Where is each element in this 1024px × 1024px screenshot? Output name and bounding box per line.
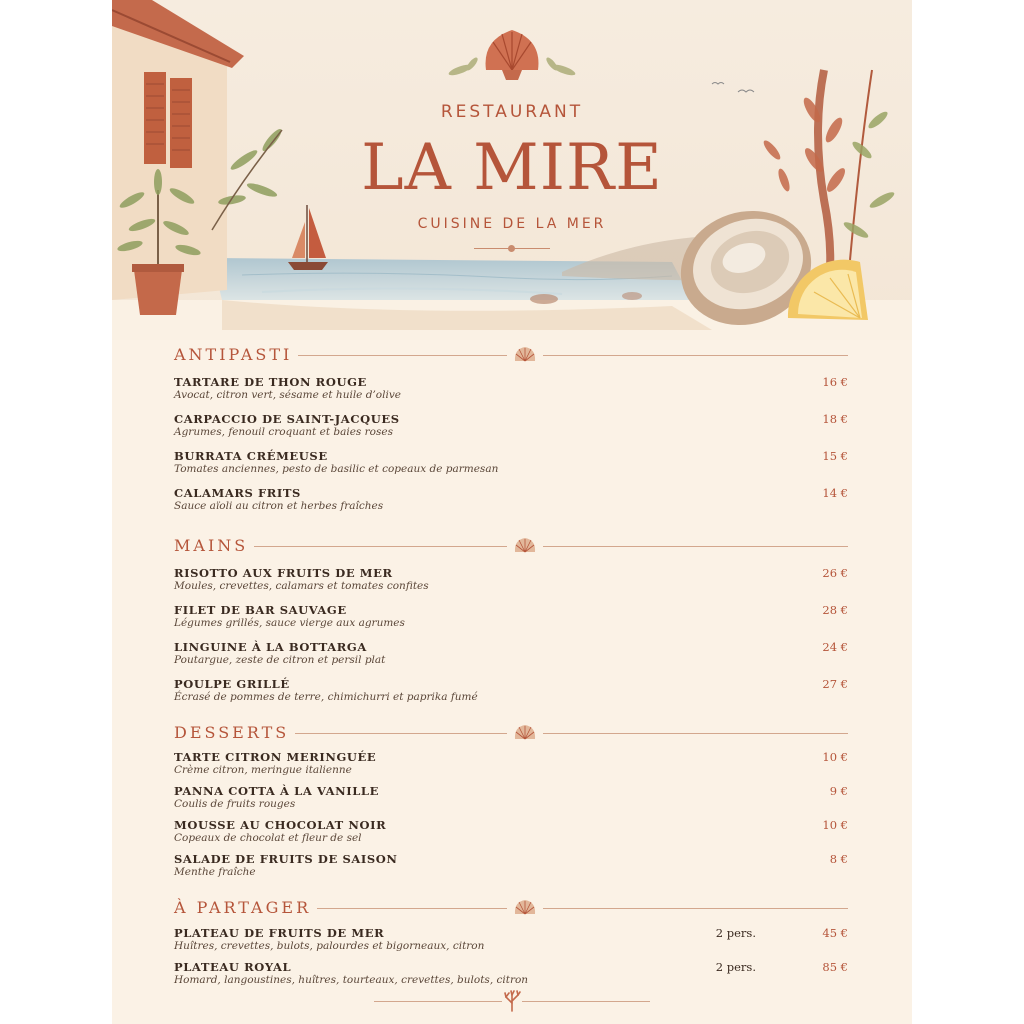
item-name: TARTARE DE THON ROUGE [174,375,367,389]
item-price: 85 € [822,960,848,974]
item-name: FILET DE BAR SAUVAGE [174,603,347,617]
menu-item [174,486,848,513]
item-description: Légumes grillés, sauce vierge aux agrumes [174,617,405,629]
menu-item [174,960,848,987]
item-name: CALAMARS FRITS [174,486,301,500]
title-divider [474,248,550,249]
item-price: 10 € [822,818,848,832]
menu-item [174,818,848,845]
section-mains [174,536,848,704]
item-description: Homard, langoustines, huîtres, tourteaux, crevettes, bulots, citron [174,974,529,986]
menu-item [174,852,848,879]
restaurant-eyebrow: RESTAURANT [440,102,584,122]
item-price: 9 € [829,784,848,798]
item-name: RISOTTO AUX FRUITS DE MER [174,566,393,580]
menu-item [174,784,848,811]
section-antipasti [174,345,848,513]
item-description: Avocat, citron vert, sésame et huile d’olive [174,389,401,401]
item-description: Huîtres, crevettes, bulots, palourdes et bigorneaux, citron [174,940,485,952]
item-price: 15 € [822,449,848,463]
section-header [174,898,848,922]
menu-item [174,566,848,593]
item-price: 28 € [822,603,848,617]
section-title: ANTIPASTI [174,345,298,365]
restaurant-tagline: CUISINE DE LA MER [417,216,607,232]
item-price: 27 € [822,677,848,691]
section-header [174,723,848,747]
section-title: DESSERTS [174,723,295,743]
item-description: Menthe fraîche [174,866,256,878]
section-header [174,536,848,560]
item-description: Crème citron, meringue italienne [174,764,352,776]
item-portion: 2 pers. [715,926,756,940]
item-description: Coulis de fruits rouges [174,798,296,810]
item-description: Sauce aïoli au citron et herbes fraîches [174,500,384,512]
item-name: SALADE DE FRUITS DE SAISON [174,852,398,866]
menu-item [174,412,848,439]
item-name: PLATEAU ROYAL [174,960,292,974]
menu-item [174,375,848,402]
shell-icon [507,898,543,918]
item-name: TARTE CITRON MERINGUÉE [174,750,377,764]
menu-item [174,603,848,630]
item-description: Agrumes, fenouil croquant et baies roses [174,426,393,438]
menu-item [174,640,848,667]
item-description: Copeaux de chocolat et fleur de sel [174,832,362,844]
section-a-partager [174,898,848,987]
item-price: 10 € [822,750,848,764]
item-name: PLATEAU DE FRUITS DE MER [174,926,385,940]
section-title: MAINS [174,536,254,556]
menu-item [174,926,848,953]
menu-item [174,677,848,704]
shell-icon [507,345,543,365]
menu-item [174,449,848,476]
item-portion: 2 pers. [715,960,756,974]
item-name: BURRATA CRÉMEUSE [174,449,328,463]
item-name: MOUSSE AU CHOCOLAT NOIR [174,818,387,832]
item-description: Moules, crevettes, calamars et tomates confites [174,580,429,592]
coral-icon [502,989,522,1013]
section-desserts [174,723,848,879]
item-description: Poutargue, zeste de citron et persil plat [174,654,386,666]
item-description: Tomates anciennes, pesto de basilic et copeaux de parmesan [174,463,499,475]
shell-icon [507,723,543,743]
menu-page [112,0,912,1024]
item-price: 18 € [822,412,848,426]
section-header [174,345,848,369]
item-name: CARPACCIO DE SAINT-JACQUES [174,412,400,426]
item-price: 26 € [822,566,848,580]
item-price: 8 € [829,852,848,866]
shell-icon [507,536,543,556]
item-price: 16 € [822,375,848,389]
menu-item [174,750,848,777]
item-name: POULPE GRILLÉ [174,677,290,691]
restaurant-name: LA MIRE [361,131,663,205]
item-price: 45 € [822,926,848,940]
item-price: 14 € [822,486,848,500]
section-title: À PARTAGER [174,898,317,918]
item-name: LINGUINE À LA BOTTARGA [174,640,367,654]
item-price: 24 € [822,640,848,654]
item-name: PANNA COTTA À LA VANILLE [174,784,379,798]
item-description: Écrasé de pommes de terre, chimichurri et paprika fumé [174,691,478,703]
